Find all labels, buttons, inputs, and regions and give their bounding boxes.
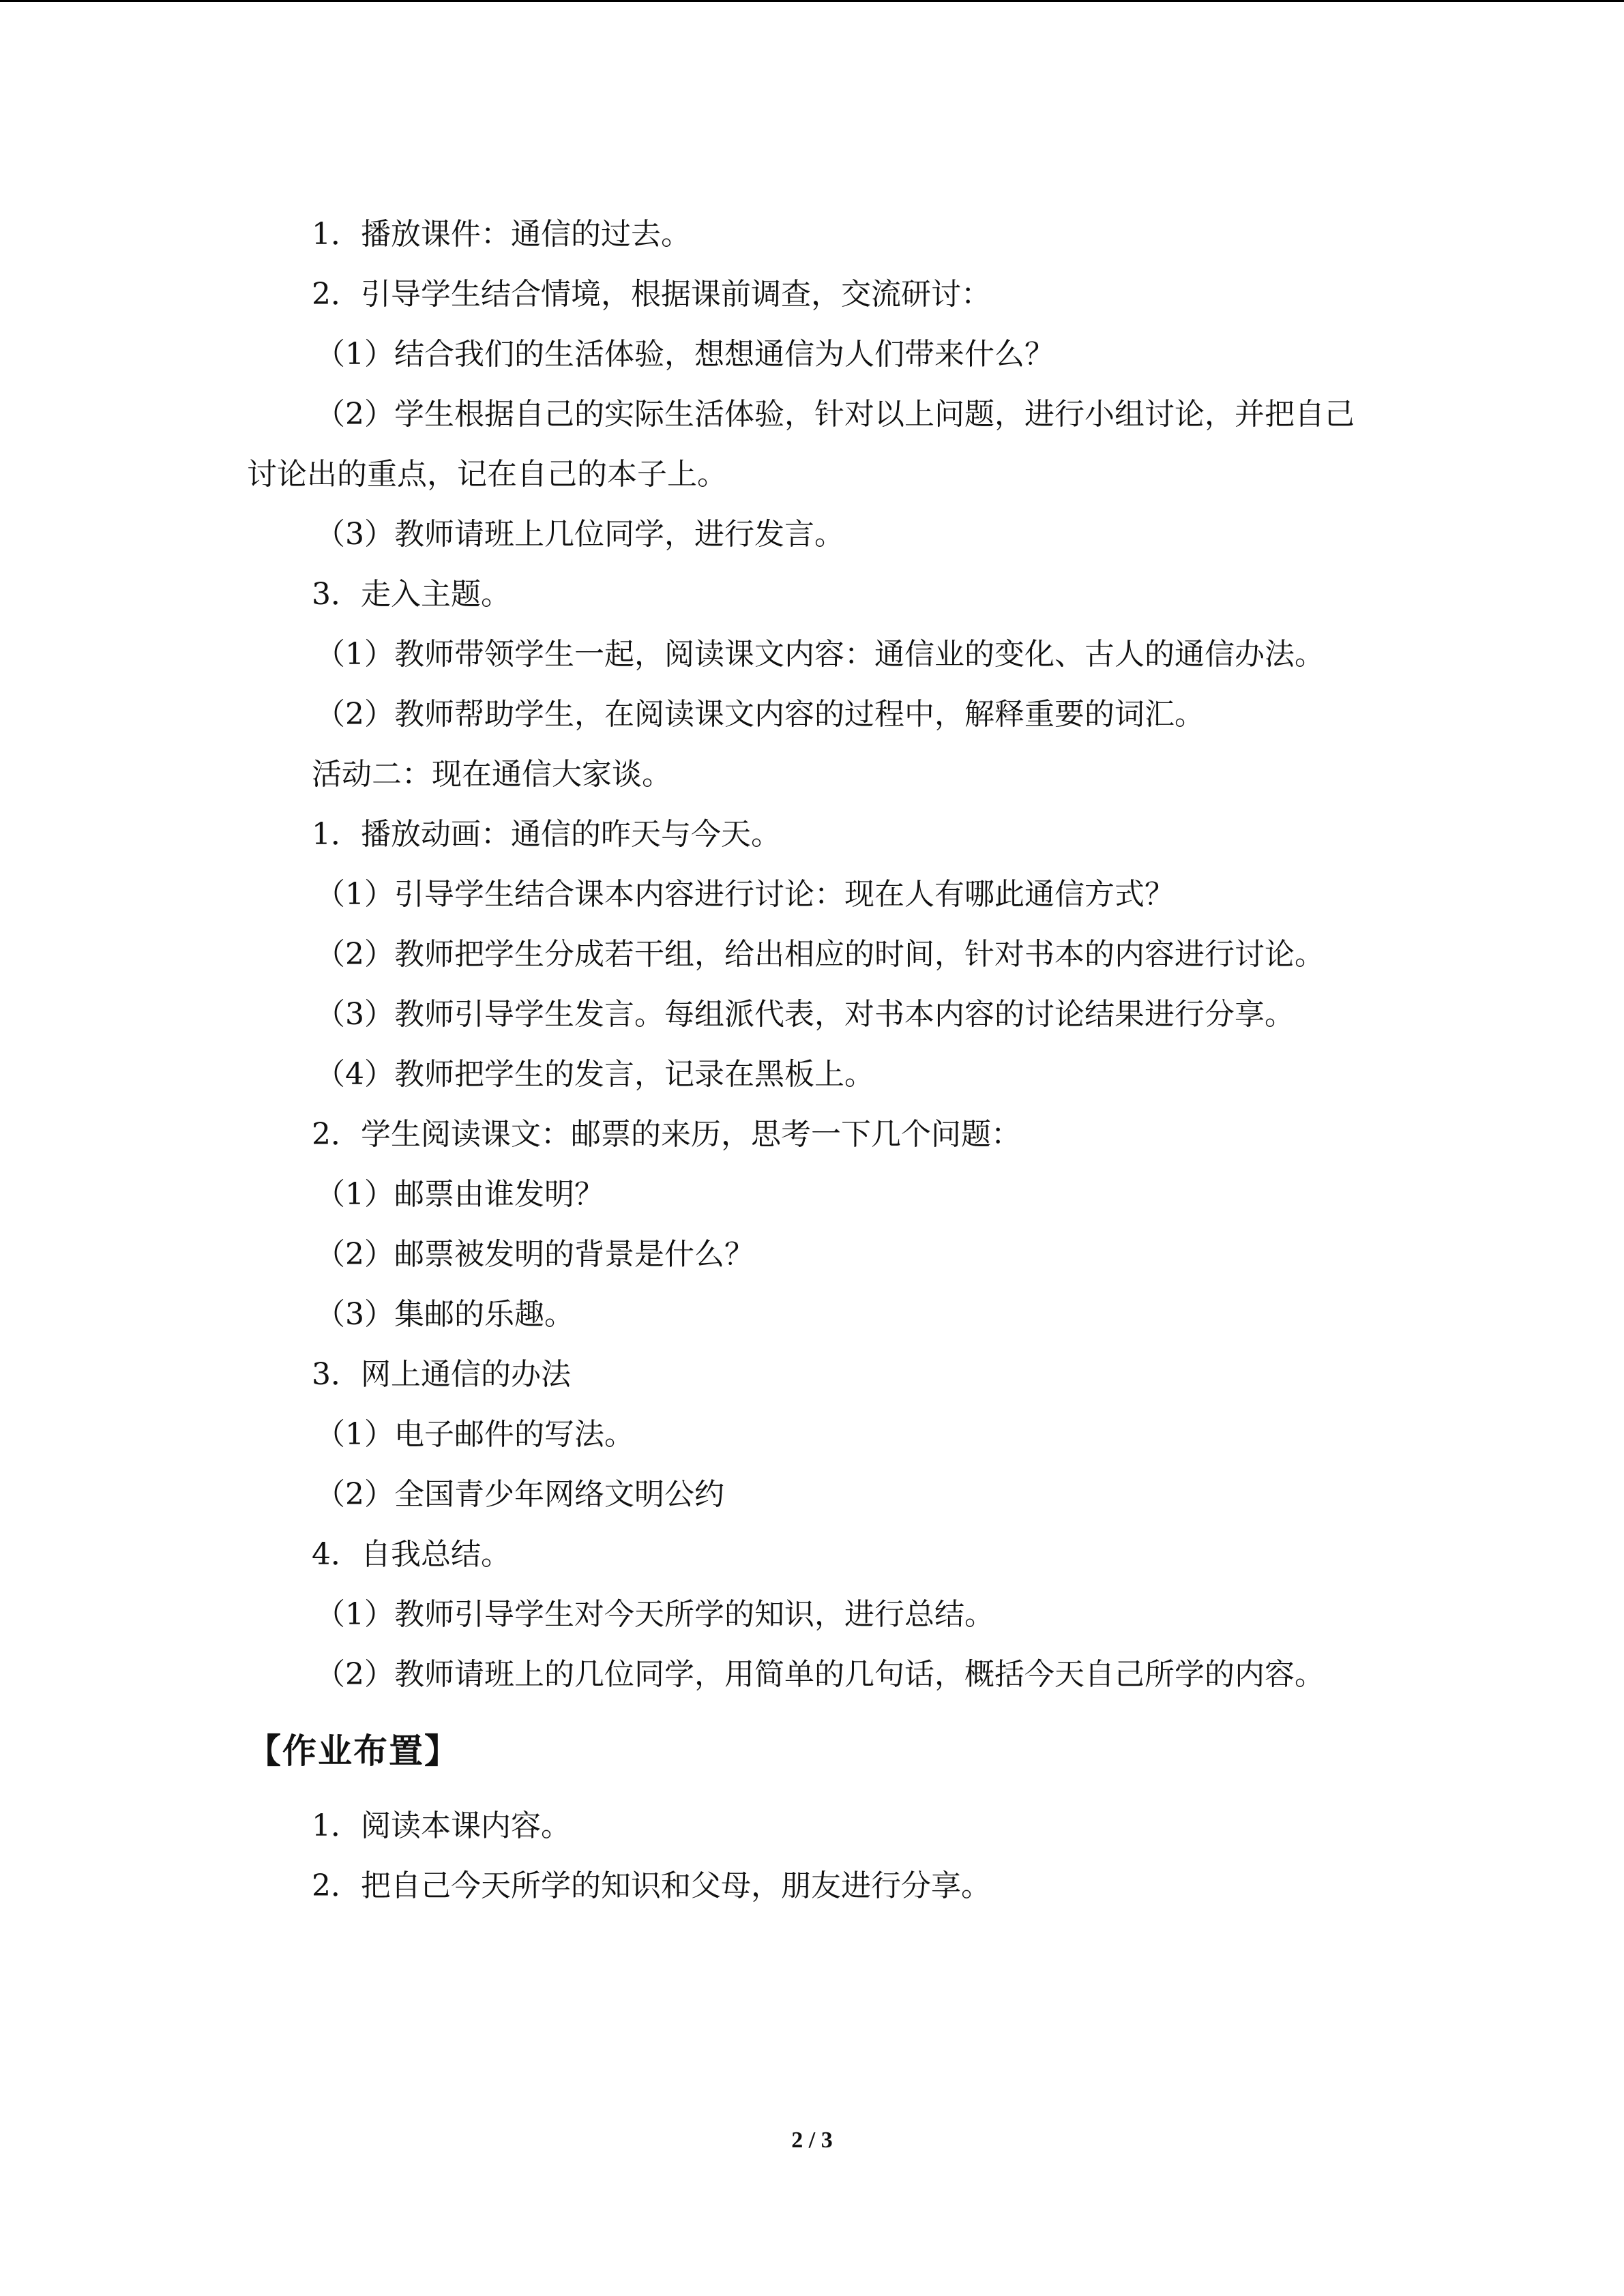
paragraph: （1）邮票由谁发明？	[315, 1177, 604, 1212]
paragraph: （1）教师带领学生一起，阅读课文内容：通信业的变化、古人的通信办法。	[315, 637, 1325, 672]
paragraph: 3．网上通信的办法	[312, 1357, 571, 1392]
paragraph: 2．把自己今天所学的知识和父母，朋友进行分享。	[312, 1868, 991, 1903]
paragraph: 3．走入主题。	[312, 577, 511, 612]
paragraph: （2）全国青少年网络文明公约	[315, 1477, 724, 1512]
paragraph: （3）教师引导学生发言。每组派代表，对书本内容的讨论结果进行分享。	[315, 997, 1295, 1032]
lesson-steps-section	[247, 205, 1379, 1705]
paragraph: （1）引导学生结合课本内容进行讨论：现在人有哪此通信方式？	[315, 877, 1175, 912]
paragraph: 活动二：现在通信大家谈。	[312, 757, 672, 792]
document-body	[247, 205, 1379, 1916]
paragraph: （1）结合我们的生活体验，想想通信为人们带来什么？	[315, 337, 1054, 372]
top-border-line	[0, 0, 1624, 2]
page-number: 2 / 3	[791, 2128, 833, 2153]
paragraph: （3）教师请班上几位同学，进行发言。	[315, 517, 844, 552]
paragraph: （2）学生根据自己的实际生活体验，针对以上问题，进行小组讨论，并把自己讨论出的重点，记在自己的本子上。	[247, 397, 1355, 492]
paragraph: 2．学生阅读课文：邮票的来历，思考一下几个问题：	[312, 1117, 1021, 1152]
paragraph: （2）邮票被发明的背景是什么？	[315, 1237, 754, 1272]
paragraph: 1．阅读本课内容。	[312, 1808, 571, 1843]
paragraph: （3）集邮的乐趣。	[315, 1297, 574, 1332]
homework-section	[247, 1796, 1379, 1916]
paragraph: （1）电子邮件的写法。	[315, 1417, 634, 1452]
paragraph: 1．播放动画：通信的昨天与今天。	[312, 817, 781, 852]
homework-heading: 【作业布置】	[247, 1731, 460, 1771]
paragraph: （2）教师帮助学生，在阅读课文内容的过程中，解释重要的词汇。	[315, 697, 1205, 732]
paragraph: （2）教师把学生分成若干组，给出相应的时间，针对书本的内容进行讨论。	[315, 937, 1325, 972]
paragraph: （2）教师请班上的几位同学，用简单的几句话，概括今天自己所学的内容。	[315, 1657, 1325, 1692]
paragraph: 4．自我总结。	[312, 1537, 511, 1572]
paragraph: （1）教师引导学生对今天所学的知识，进行总结。	[315, 1597, 994, 1632]
paragraph: 2．引导学生结合情境，根据课前调查，交流研讨：	[312, 277, 991, 312]
paragraph: （4）教师把学生的发言，记录在黑板上。	[315, 1057, 874, 1092]
paragraph: 1．播放课件：通信的过去。	[312, 217, 691, 252]
